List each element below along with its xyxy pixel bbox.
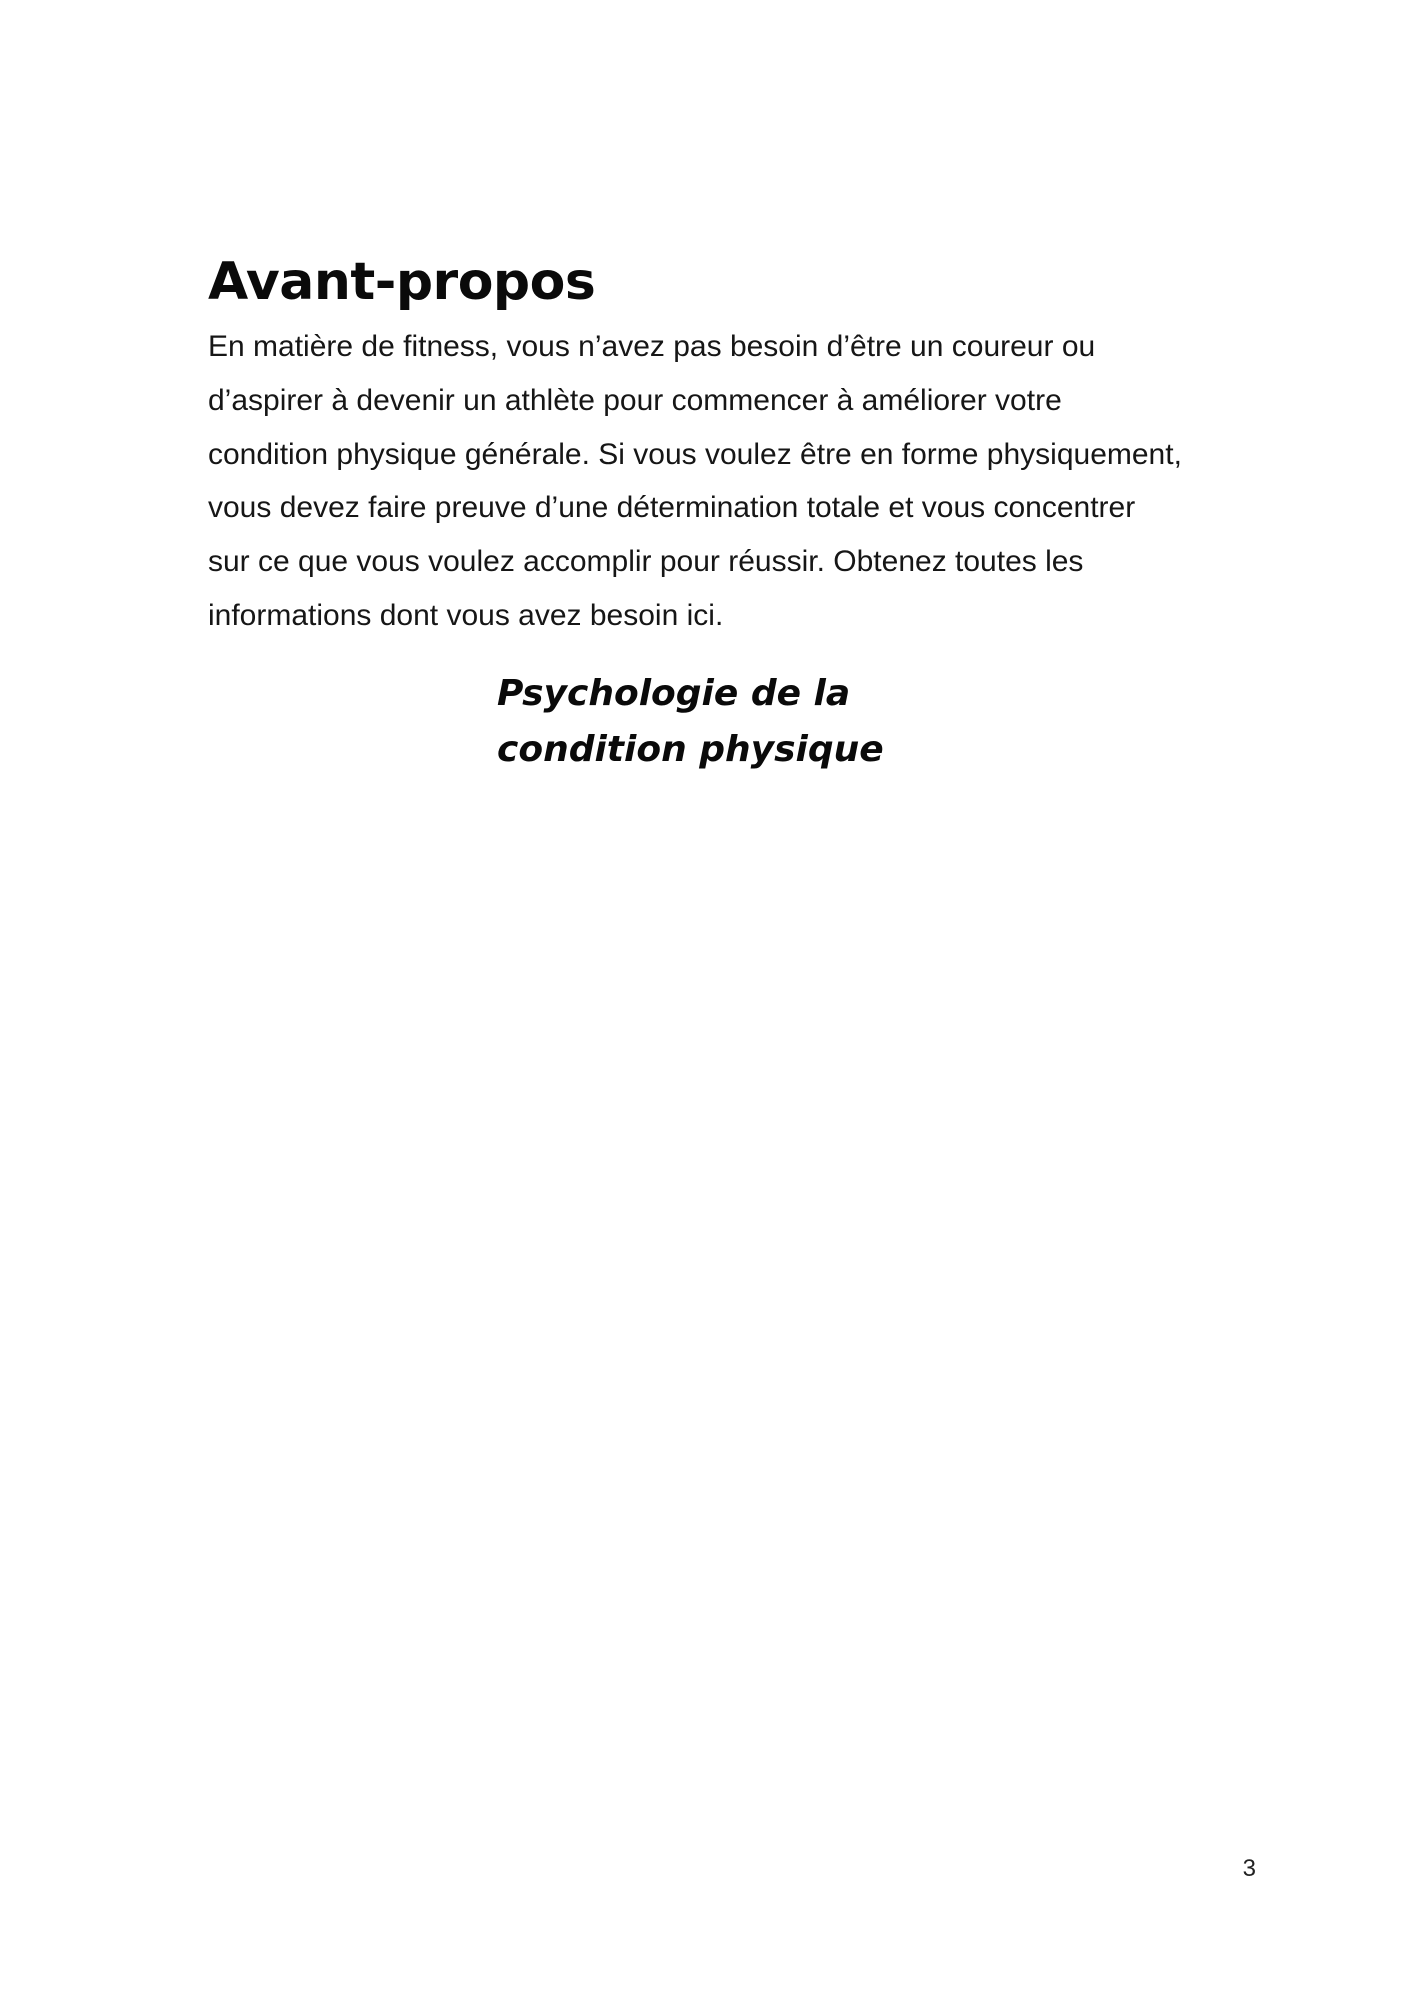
foreword-section	[208, 244, 1258, 643]
subtitle-line: condition physique	[497, 729, 884, 770]
book-subtitle	[497, 666, 884, 778]
subtitle-line: Psychologie de la	[497, 673, 851, 714]
paragraph-line: informations dont vous avez besoin ici.	[208, 598, 724, 632]
page-number: 3	[1242, 1855, 1256, 1882]
paragraph-line: vous devez faire preuve d’une détermination totale et vous concentrer	[208, 491, 1136, 525]
paragraph-line: condition physique générale. Si vous voulez être en forme physiquement,	[208, 437, 1182, 471]
paragraph-line: En matière de fitness, vous n’avez pas besoin d’être un coureur ou	[208, 330, 1096, 363]
foreword-paragraph	[208, 320, 1258, 643]
page-title: Avant-propos	[208, 252, 596, 312]
paragraph-line: d’aspirer à devenir un athlète pour commencer à améliorer votre	[208, 383, 1062, 417]
paragraph-line: sur ce que vous voulez accomplir pour réussir. Obtenez toutes les	[208, 545, 1084, 579]
